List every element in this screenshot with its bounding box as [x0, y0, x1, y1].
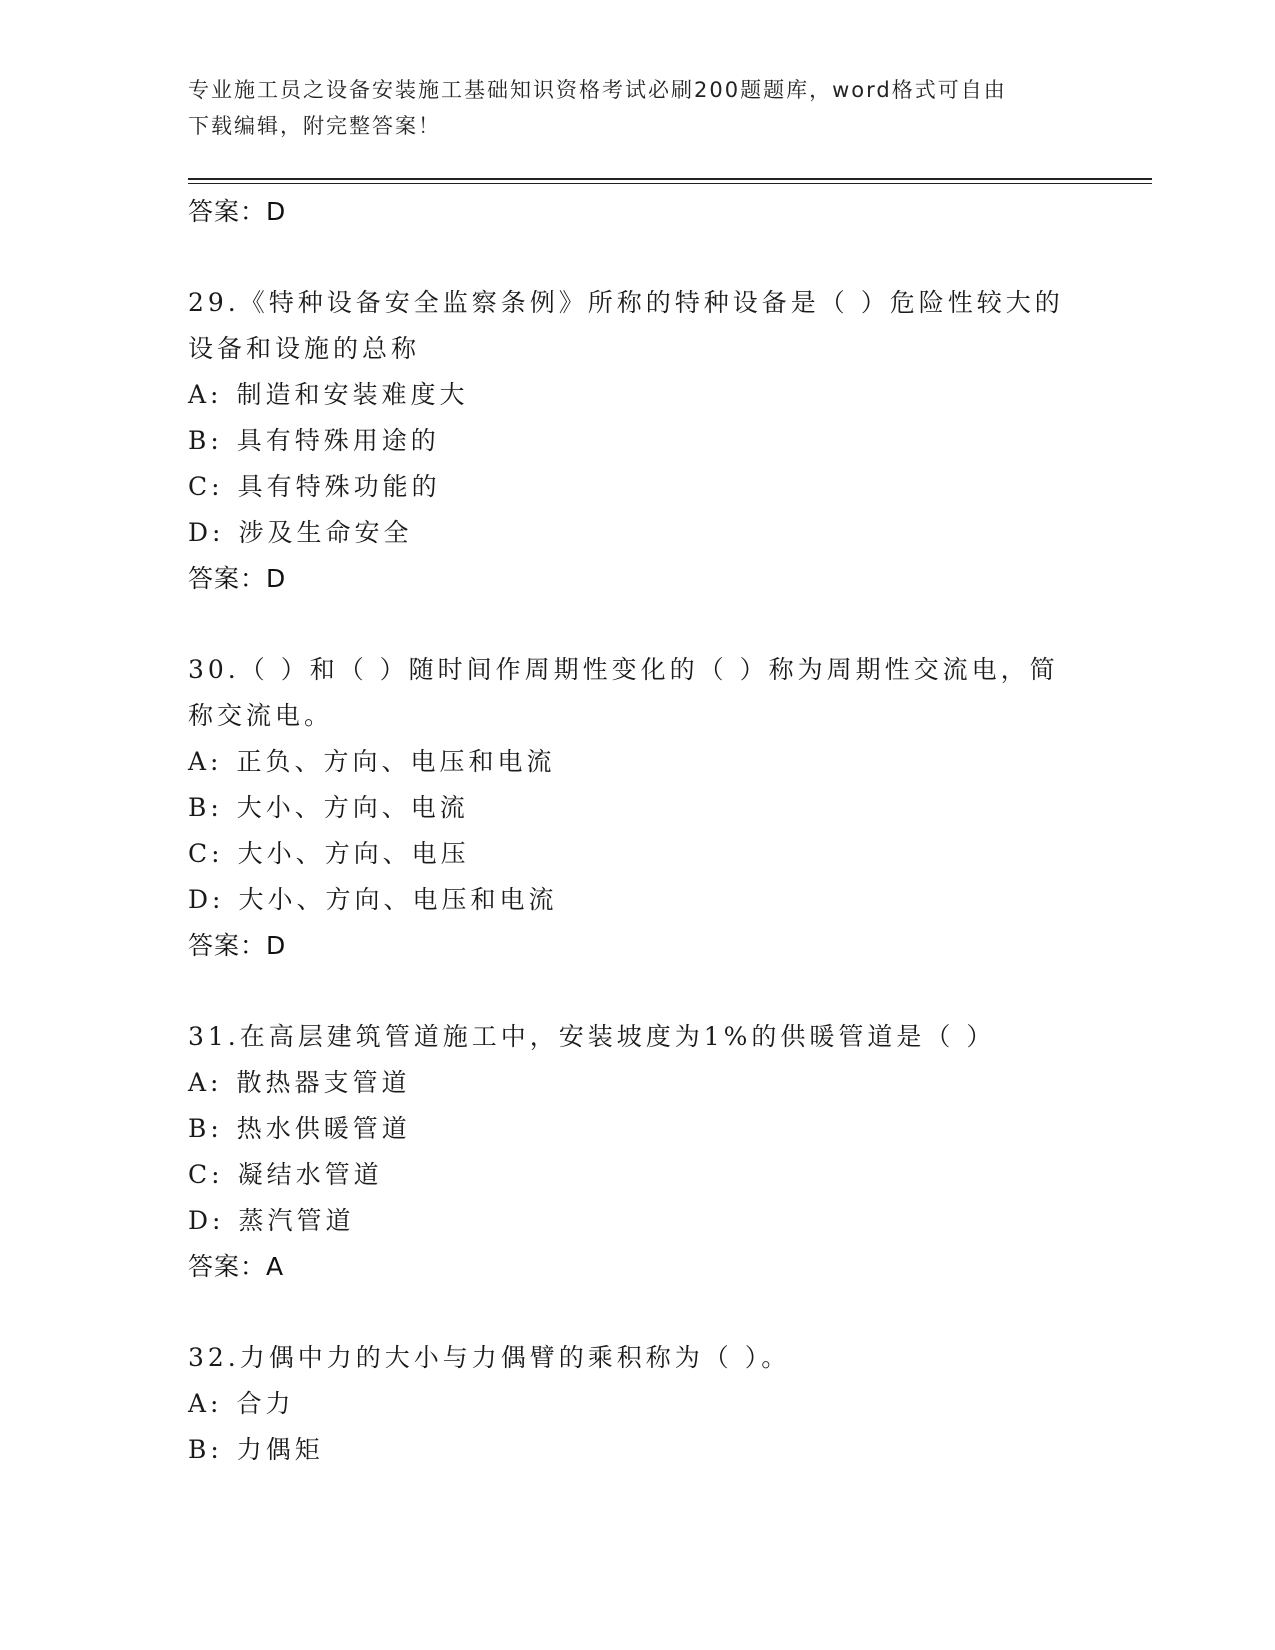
- option-letter: D:: [188, 518, 225, 547]
- option-letter: D:: [188, 885, 225, 914]
- header-line-1: 专业施工员之设备安装施工基础知识资格考试必刷200题题库，word格式可自由: [188, 78, 1007, 102]
- option-text: 具有特殊用途的: [236, 426, 440, 455]
- option-text: 具有特殊功能的: [237, 472, 441, 501]
- option-text: 蒸汽管道: [238, 1206, 355, 1235]
- option-d: [188, 877, 1088, 923]
- option-a: [188, 739, 1088, 785]
- option-d: [188, 1198, 1088, 1244]
- option-letter: A:: [188, 747, 223, 776]
- option-letter: D:: [188, 1206, 225, 1235]
- answer-line: 答案：D: [188, 931, 287, 960]
- option-letter: A:: [188, 1068, 223, 1097]
- question-stem-line: 30.（ ）和（ ）随时间作周期性变化的（ ）称为周期性交流电，简: [188, 655, 1059, 684]
- option-text: 合力: [236, 1389, 295, 1418]
- question-stem-line: 31.在高层建筑管道施工中，安装坡度为1%的供暖管道是（ ）: [188, 1022, 996, 1051]
- question-item: [188, 1014, 1088, 1290]
- option-text: 正负、方向、电压和电流: [236, 747, 556, 776]
- option-c: [188, 831, 1088, 877]
- option-text: 热水供暖管道: [236, 1114, 411, 1143]
- option-b: [188, 785, 1088, 831]
- option-b: [188, 418, 1088, 464]
- option-letter: A:: [188, 380, 223, 409]
- option-b: [188, 1106, 1088, 1152]
- header-divider-thin: [188, 183, 1152, 184]
- option-letter: C:: [188, 472, 224, 501]
- question-item: [188, 647, 1088, 969]
- option-a: [188, 372, 1088, 418]
- option-a: [188, 1381, 1088, 1427]
- question-item: [188, 280, 1088, 602]
- answer-line: 答案：A: [188, 1252, 285, 1281]
- option-text: 凝结水管道: [237, 1160, 383, 1189]
- header-line-2: 下载编辑，附完整答案！: [188, 114, 441, 138]
- option-letter: C:: [188, 1160, 224, 1189]
- header-divider-thick: [188, 178, 1152, 180]
- option-letter: B:: [188, 1114, 223, 1143]
- option-letter: B:: [188, 793, 223, 822]
- option-text: 涉及生命安全: [238, 518, 413, 547]
- document-body: [188, 189, 1088, 1473]
- question-item: [188, 1335, 1088, 1473]
- option-letter: C:: [188, 839, 224, 868]
- question-stem-line: 称交流电。: [188, 701, 334, 730]
- option-letter: B:: [188, 1435, 223, 1464]
- question-stem-line: 设备和设施的总称: [188, 334, 421, 363]
- option-text: 大小、方向、电流: [236, 793, 469, 822]
- option-text: 力偶矩: [236, 1435, 324, 1464]
- option-d: [188, 510, 1088, 556]
- answer-line: 答案：D: [188, 197, 287, 226]
- option-a: [188, 1060, 1088, 1106]
- option-text: 散热器支管道: [236, 1068, 411, 1097]
- question-stem-line: 29.《特种设备安全监察条例》所称的特种设备是（ ）危险性较大的: [188, 288, 1064, 317]
- option-letter: A:: [188, 1389, 223, 1418]
- option-letter: B:: [188, 426, 223, 455]
- option-text: 大小、方向、电压: [237, 839, 470, 868]
- question-stem-line: 32.力偶中力的大小与力偶臂的乘积称为（ ）。: [188, 1343, 791, 1372]
- option-c: [188, 1152, 1088, 1198]
- option-text: 大小、方向、电压和电流: [238, 885, 558, 914]
- option-text: 制造和安装难度大: [236, 380, 469, 409]
- option-c: [188, 464, 1088, 510]
- option-b: [188, 1427, 1088, 1473]
- answer-line: 答案：D: [188, 564, 287, 593]
- page-header: [188, 72, 1068, 144]
